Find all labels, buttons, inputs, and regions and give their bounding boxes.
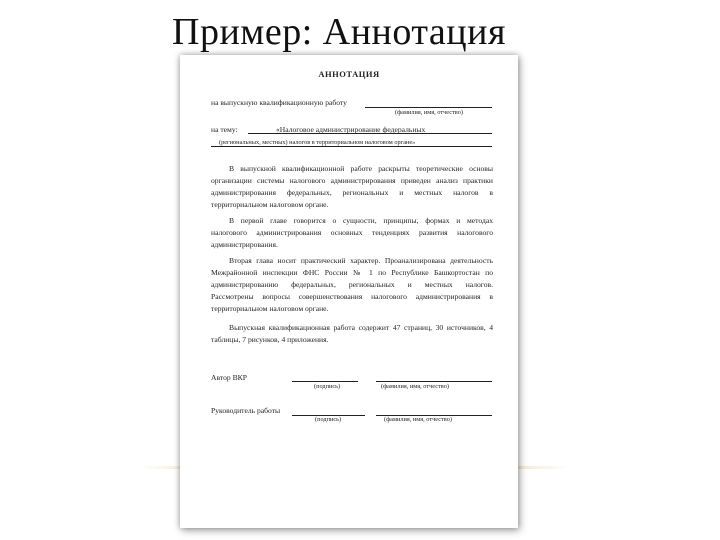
thesis-prefix: на выпускную квалификационную работу (211, 98, 347, 107)
topic-underline-2 (211, 146, 492, 147)
paragraph-line: В выпускной квалификационной работе раскрыты теоретические основы (229, 164, 493, 173)
paragraph-3 (211, 255, 493, 315)
paragraph-line: администрирования федеральных, региональных и местных налогов в (211, 187, 493, 197)
paragraph-line: Вторая глава носит практический характер. Проанализирована деятельность (229, 256, 493, 265)
author-label: Автор ВКР (211, 373, 247, 382)
paragraph-line: налогового администрирования основных тенденциях развития налогового (211, 227, 493, 237)
paragraph-line: Рассмотрены вопросы совершенствования налогового администрирования в (211, 291, 493, 301)
supervisor-name-hint: (фамилия, имя, отчество) (384, 416, 452, 423)
paragraph-line: территориальном налоговом органе. (211, 199, 329, 209)
author-signature-hint: (подпись) (314, 383, 341, 390)
name-hint-1: (фамилия, имя, отчество) (395, 109, 463, 116)
supervisor-signature-hint: (подпись) (315, 416, 342, 423)
topic-line-2: (региональных, местных) налогов в территориальном налоговом органе» (219, 139, 416, 146)
document-heading: АННОТАЦИЯ (318, 69, 380, 79)
name-underline-1 (365, 107, 492, 108)
supervisor-label: Руководитель работы (211, 406, 281, 415)
author-name-hint: (фамилия, имя, отчество) (381, 383, 449, 390)
paragraph-line: организации системы налогового администрирования приведен анализ практики (211, 175, 493, 185)
author-signature-line (292, 381, 358, 382)
paragraph-4 (211, 322, 493, 346)
paragraph-line: территориальном налоговом органе. (211, 303, 329, 313)
paragraph-line: администрирования. (211, 239, 278, 249)
topic-prefix: на тему: (211, 125, 238, 134)
paragraph-line: таблицы, 7 рисунков, 4 приложения. (211, 334, 329, 344)
paragraph-1 (211, 163, 493, 211)
author-name-line (376, 381, 492, 382)
paragraph-line: Межрайонной инспекции ФНС России № 1 по Республике Башкортостан по (211, 267, 493, 277)
slide-title: Пример: Аннотация (172, 11, 506, 53)
document-page (180, 55, 518, 528)
paragraph-line: администрированию федеральных, региональных и местных налогов. (211, 279, 493, 289)
paragraph-line: В первой главе говорится о сущности, принципы, формах и методах (229, 216, 493, 225)
paragraph-2 (211, 215, 493, 251)
topic-line-1: «Налоговое администрирование федеральных (276, 125, 426, 134)
paragraph-line: Выпускная квалификационная работа содержит 47 страниц, 30 источников, 4 (229, 323, 493, 332)
